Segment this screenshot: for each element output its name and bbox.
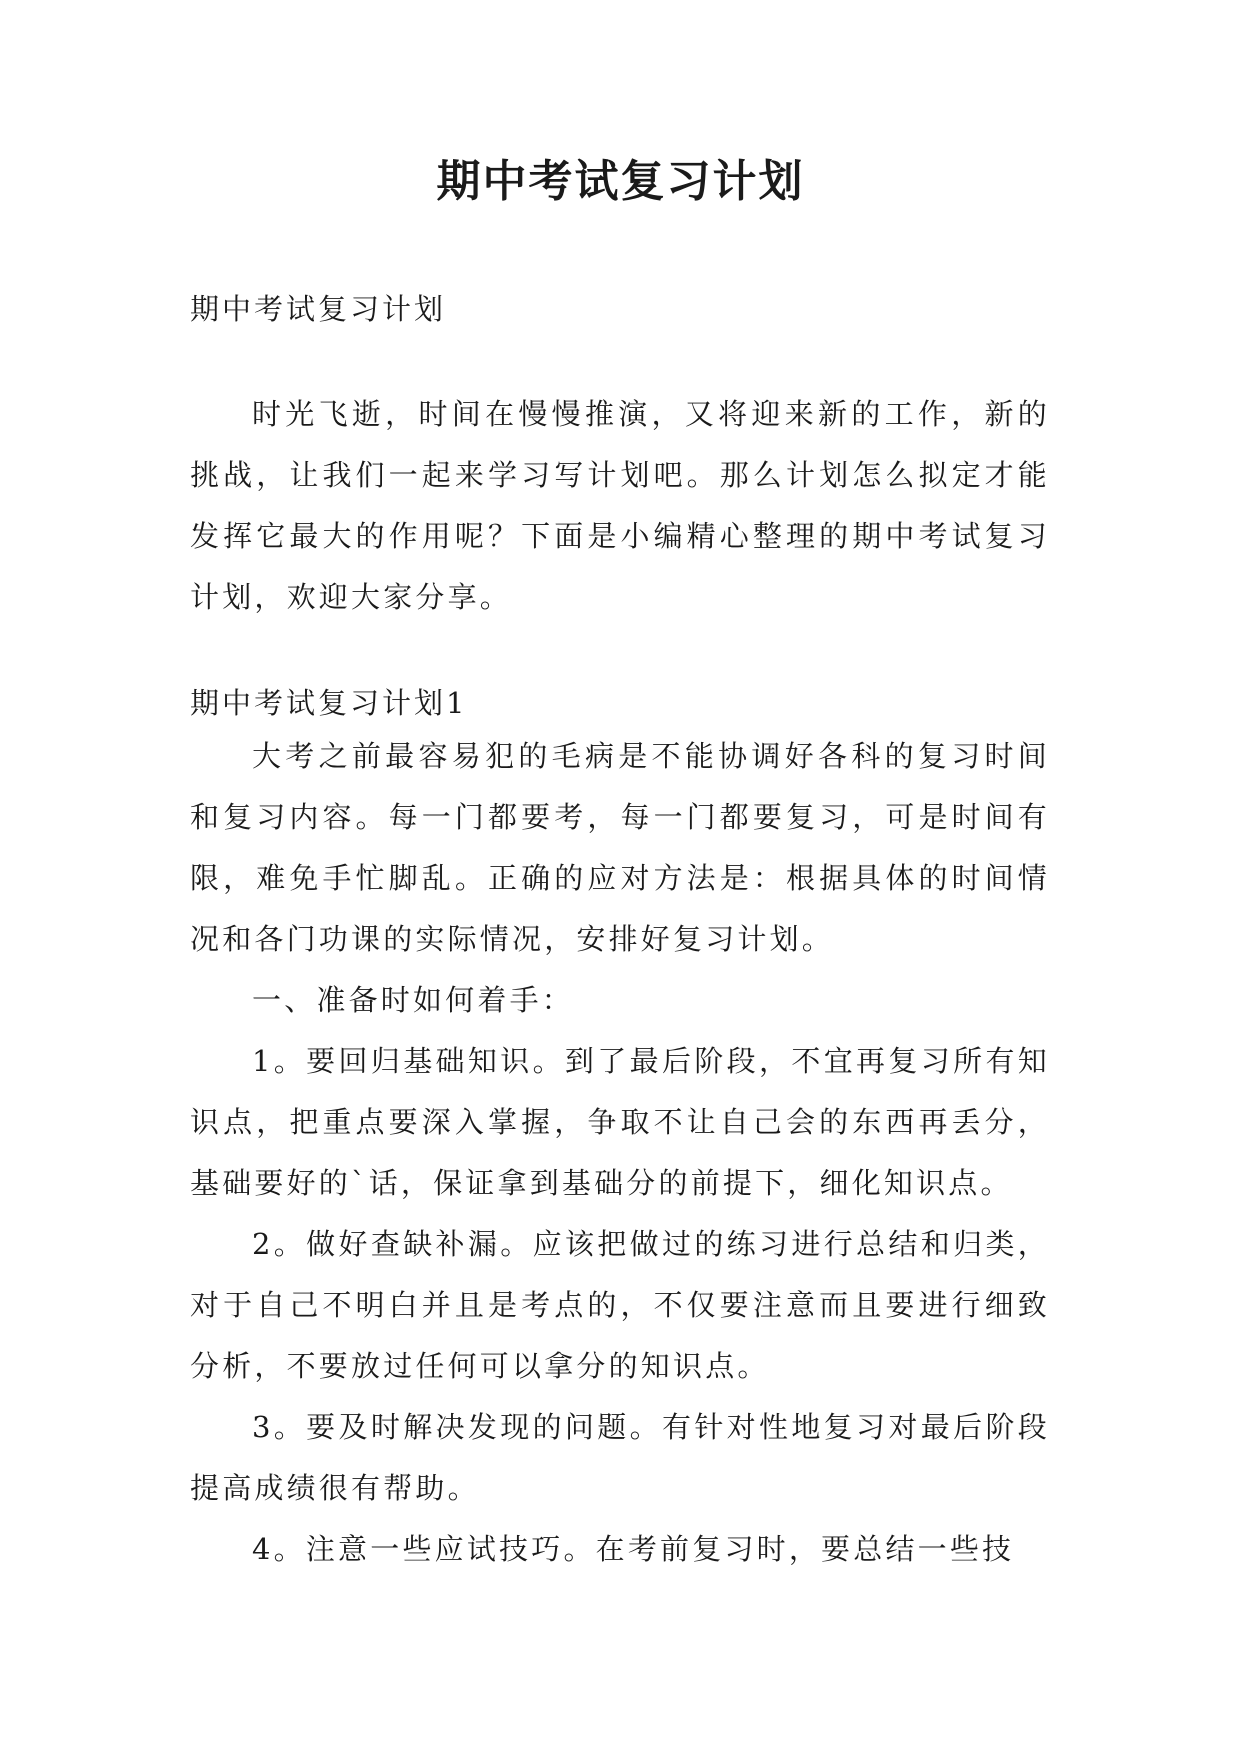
- section-heading: 期中考试复习计划1: [190, 686, 468, 720]
- document-subtitle: 期中考试复习计划: [190, 292, 447, 326]
- body-paragraph: 大考之前最容易犯的毛病是不能协调好各科的复习时间和复习内容。每一门都要考，每一门都要复习，可是时间有限，难免手忙脚乱。正确的应对方法是：根据具体的时间情况和各门功课的实际情况，安排好复习计划。: [190, 739, 1050, 956]
- body-paragraph: 一、准备时如何着手：: [252, 983, 575, 1017]
- body-paragraph: 3。要及时解决发现的问题。有针对性地复习对最后阶段提高成绩很有帮助。: [190, 1410, 1050, 1505]
- section-body: [190, 726, 1050, 1580]
- document-body: [190, 286, 1050, 1580]
- body-paragraph: 1。要回归基础知识。到了最后阶段，不宜再复习所有知识点，把重点要深入掌握，争取不让自己会的东西再丢分，基础要好的`话，保证拿到基础分的前提下，细化知识点。: [190, 1044, 1050, 1200]
- intro-paragraph: 时光飞逝，时间在慢慢推演，又将迎来新的工作，新的挑战，让我们一起来学习写计划吧。那么计划怎么拟定才能发挥它最大的作用呢？下面是小编精心整理的期中考试复习计划，欢迎大家分享。: [190, 397, 1050, 614]
- document-title: 期中考试复习计划: [436, 156, 805, 207]
- body-paragraph: 2。做好查缺补漏。应该把做过的练习进行总结和归类，对于自己不明白并且是考点的，不仅要注意而且要进行细致分析，不要放过任何可以拿分的知识点。: [190, 1227, 1050, 1383]
- body-paragraph: 4。注意一些应试技巧。在考前复习时，要总结一些技: [252, 1532, 1015, 1566]
